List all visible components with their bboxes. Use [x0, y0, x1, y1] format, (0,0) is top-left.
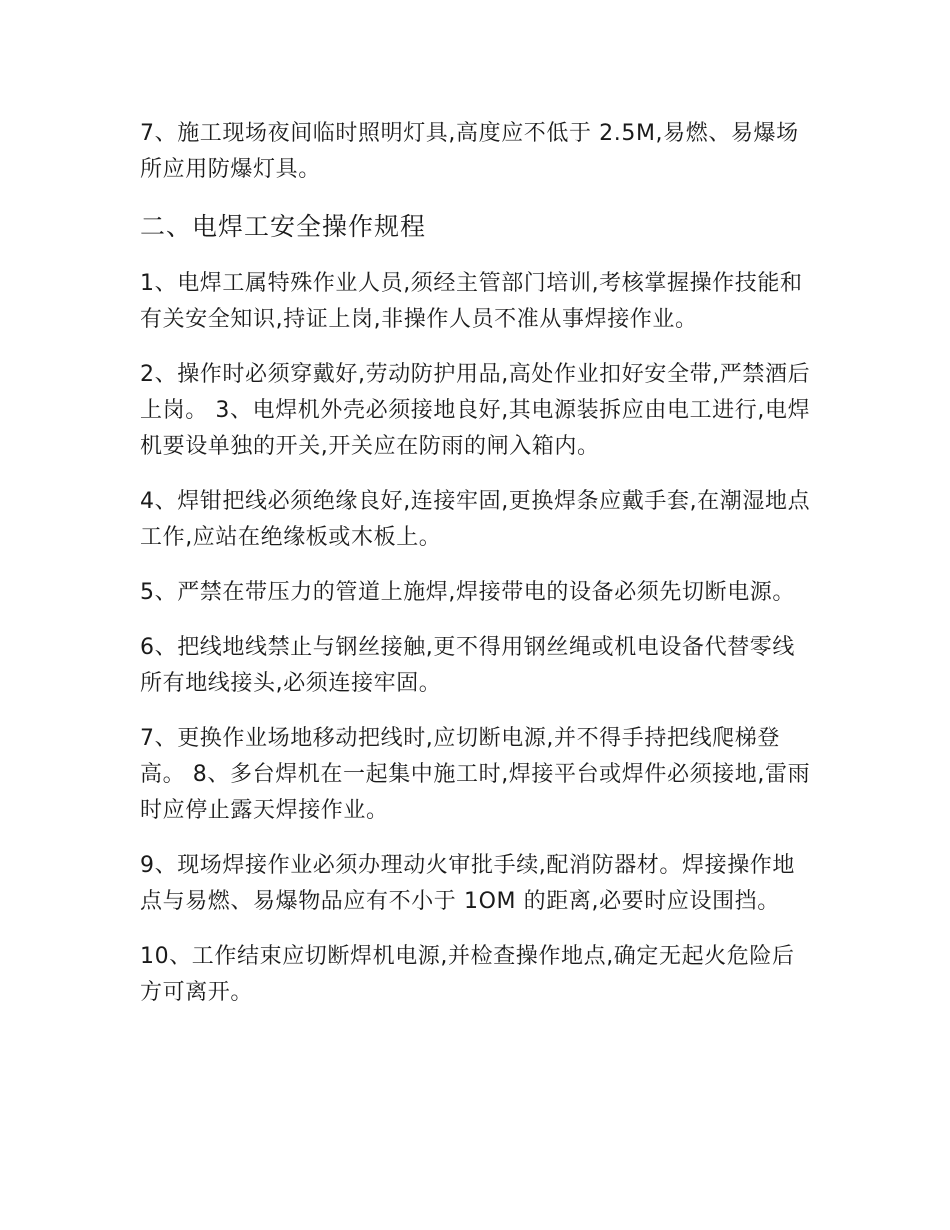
rule-item-9: 9、现场焊接作业必须办理动火审批手续,配消防器材。焊接操作地点与易燃、易爆物品应有不小于 1OM 的距离,必要时应设围挡。 [140, 853, 795, 914]
intro-item: 7、施工现场夜间临时照明灯具,高度应不低于 2.5M,易燃、易爆场所应用防爆灯具。 [140, 121, 799, 182]
section-title: 二、电焊工安全操作规程 [140, 212, 427, 241]
rule-item-4: 4、焊钳把线必须绝缘良好,连接牢固,更换焊条应戴手套,在潮湿地点工作,应站在绝缘板或木板上。 [140, 489, 811, 550]
rule-item-1: 1、电焊工属特殊作业人员,须经主管部门培训,考核掌握操作技能和有关安全知识,持证上岗,非操作人员不准从事焊接作业。 [140, 271, 803, 332]
rule-item-5: 5、严禁在带压力的管道上施焊,焊接带电的设备必须先切断电源。 [140, 580, 795, 605]
rule-item-2-3: 2、操作时必须穿戴好,劳动防护用品,高处作业扣好安全带,严禁酒后上岗。 3、电焊机外壳必须接地良好,其电源装拆应由电工进行,电焊机要设单独的开关,开关应在防雨的闸入箱内。 [140, 362, 811, 459]
rule-item-7-8: 7、更换作业场地移动把线时,应切断电源,并不得手持把线爬梯登高。 8、多台焊机在一起集中施工时,焊接平台或焊件必须接地,雷雨时应停止露天焊接作业。 [140, 726, 811, 823]
document-body [140, 116, 812, 1030]
rule-item-6: 6、把线地线禁止与钢丝接触,更不得用钢丝绳或机电设备代替零线所有地线接头,必须连接牢固。 [140, 635, 795, 696]
rule-item-10: 10、工作结束应切断焊机电源,并检查操作地点,确定无起火危险后方可离开。 [140, 944, 795, 1005]
